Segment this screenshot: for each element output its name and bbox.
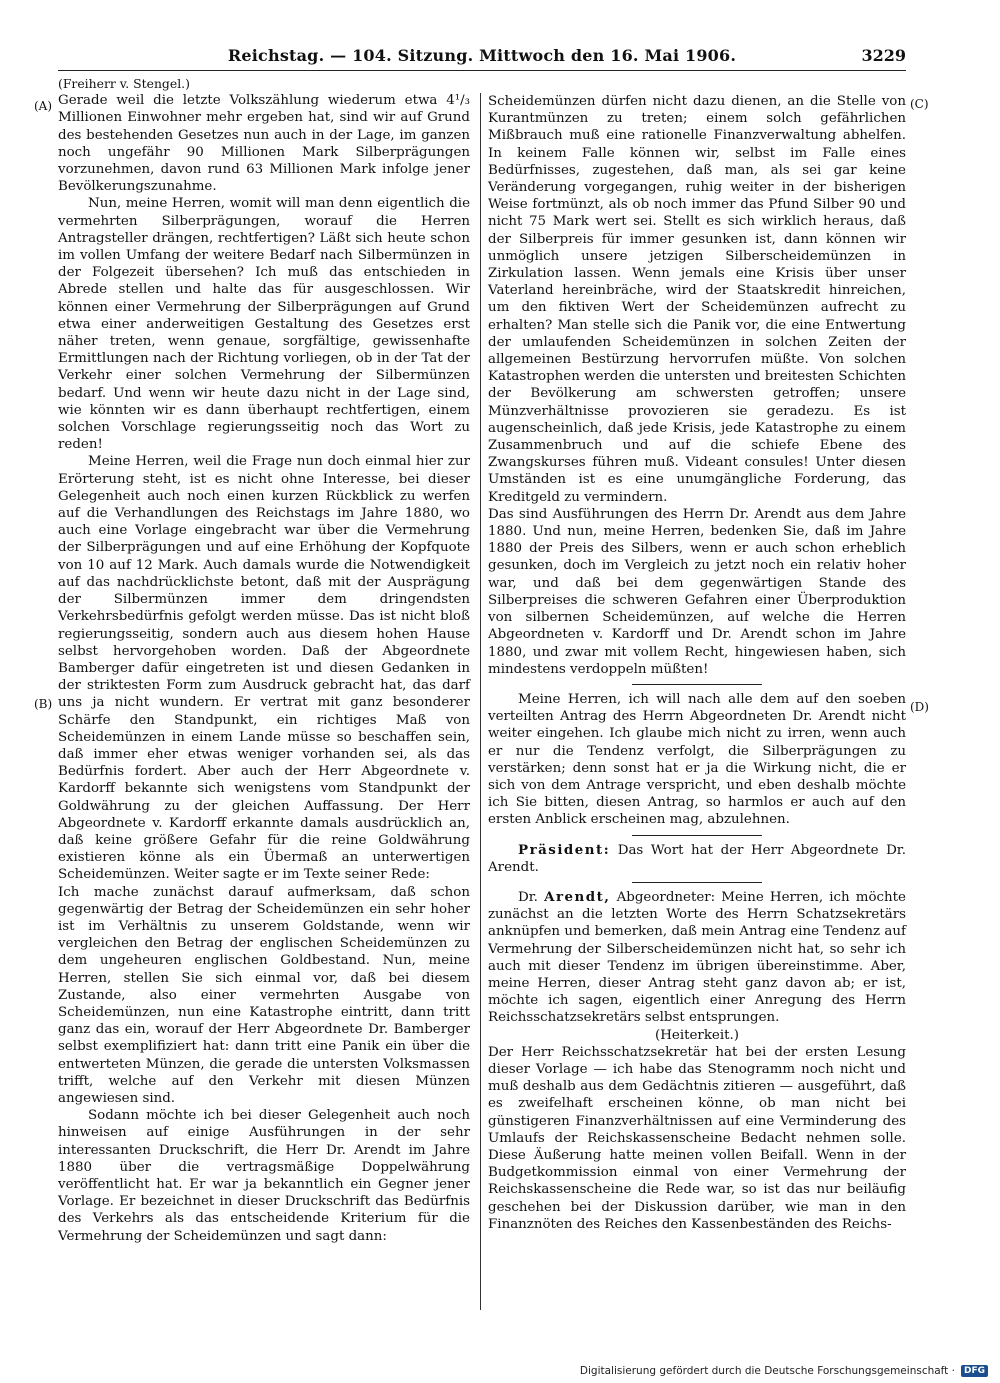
left-column	[58, 75, 470, 1245]
section-divider	[632, 882, 762, 883]
page-number: 3229	[861, 46, 906, 65]
paragraph: Nun, meine Herren, womit will man denn eigentlich die vermehrten Silberprägungen, worauf die Herren Antragsteller drängen, rechtfertigen? Läßt sich heute schon im vollen Umfang der weitere Bedarf nach Silbermünzen in der Folgezeit übersehen? Ich muß das entschieden in Abrede stellen und halte das für ausgeschlossen. Wir können einer Vermehrung der Silberprägungen auf Grund etwa einer anderweitigen Gestaltung des Gesetzes erst näher treten, wenn genaue, sorgfältige, gewissenhafte Ermittlungen nach der Richtung vorliegen, ob in der Tat der Verkehr einer solchen Vermehrung der Silbermünzen bedarf. Und wenn wir heute dazu nicht in der Lage sind, wie könnten wir es dann überhaupt rechtfertigen, einem solchen Vorschlage regierungsseitig noch das Wort zu reden!	[58, 196, 470, 453]
speaker-title: Dr.	[518, 889, 545, 905]
speaker-note: (Freiherr v. Stengel.)	[58, 76, 190, 91]
paragraph: Der Herr Reichsschatzsekretär hat bei der ersten Lesung dieser Vorlage — ich habe das Stenogramm noch nicht und muß deshalb aus dem Gedächtnis zitieren — ausgeführt, daß es zweifelhaft erscheinen könne, ob man nicht bei günstigeren Finanzverhältnissen auf eine Verminderung des Umlaufs der Reichskassenscheine Bedacht nehmen solle. Diese Äußerung hatte meinen vollen Beifall. Wenn in der Budgetkommission einmal von einer Vermehrung der Reichskassenscheine die Rede war, so ist das nur beiläufig geschehen bei der Diskussion darüber, wie man in den Finanznöten des Reiches den Kassenbeständen des Reichs-	[488, 1044, 906, 1232]
quotation: Ich mache zunächst darauf aufmerksam, daß schon gegenwärtig der Betrag der Scheidemünzen ein sehr hoher ist im Verhältnis zu unserem Goldstande, wenn wir vergleichen den Betrag der englischen Scheidemünzen zu dem ungeheuren englischen Goldbestand. Nun, meine Herren, stellen Sie sich einmal vor, daß bei diesem Zustande, also einer vermehrten Ausgabe von Scheidemünzen, nun eine Katastrophe eintritt, dann tritt ganz das ein, worauf der Herr Abgeordnete Dr. Bamberger selbst exemplifiziert hat: dann tritt eine Panik ein über die entwerteten Münzen, die gerade die untersten Volksmassen trifft, welche auf den Verkehr mit diesen Münzen angewiesen sind.	[58, 884, 470, 1106]
margin-mark-a: (A)	[34, 99, 53, 113]
page-header	[58, 44, 906, 68]
paragraph: Meine Herren, weil die Frage nun doch einmal hier zur Erörterung steht, ist es nicht ohne Interesse, bei dieser Gelegenheit auch noch einen kurzen Rückblick zu werfen auf die Verhandlungen des Reichstags im Jahre 1880, wo auch eine Vorlage eingebracht war über die Vermehrung der Silberprägungen und auf eine Erhöhung der Kopfquote von 10 auf 12 Mark. Auch damals wurde die Notwendigkeit auf das nachdrücklichste betont, daß mit der Ausprägung der Silbermünzen immer dem dringendsten Verkehrsbedürfnis gefolgt werden müsse. Das ist nicht bloß regierungsseitig, sondern auch aus diesem hohen Hause selbst hervorgehoben worden. Daß der Abgeordnete Bamberger dafür eingetreten ist und diesen Gedanken in der striktesten Form zum Ausdruck gebracht hat, das darf uns ja nicht wundern. Er vertrat mit ganz besonderer Schärfe den Standpunkt, ein richtiges Maß von Scheidemünzen in einem Lande müsse so beschaffen sein, daß immer eher etwas weniger vorhanden sei, als das Bedürfnis fordert. Aber auch der Herr Abgeordnete v. Kardorff bekannte sich wenigstens vom Standpunkt der Goldwährung zu der gleichen Auffassung. Der Herr Abgeordnete v. Kardorff erkannte damals ausdrücklich an, daß keine größere Gefahr für die reine Goldwährung existieren könne als ein Übermaß an unterwertigen Scheidemünzen. Weiter sagte er im Texte seiner Rede:	[58, 454, 470, 883]
footer	[580, 1365, 988, 1377]
margin-mark-d: (D)	[910, 700, 929, 714]
interjection: (Heiterkeit.)	[655, 1027, 739, 1043]
margin-mark-b: (B)	[34, 697, 53, 711]
right-column	[488, 93, 906, 1233]
header-rule	[58, 70, 906, 71]
quotation: Scheidemünzen dürfen nicht dazu dienen, an die Stelle von Kurantmünzen zu treten; einem solch gefährlichen Mißbrauch muß eine rationelle Finanzverwaltung abhelfen. In keinem Falle können wir, selbst im Falle eines Bedürfnisses, zugestehen, daß man, als sei gar keine Veränderung vorgegangen, ruhig weiter in der bisherigen Weise fortmünzt, als ob noch immer das Pfund Silber 90 und nicht 75 Mark wert sei. Stellt es sich wirklich heraus, daß der Silberpreis für immer gesunken ist, dann können wir unmöglich unsere jetzigen Silberscheidemünzen in Zirkulation lassen. Wenn jemals eine Krisis über unser Vaterland hereinbräche, wird der Staatskredit hinreichen, um den fiktiven Wert der Scheidemünzen aufrecht zu erhalten? Man stelle sich die Panik vor, die eine Entwertung der umlaufenden Scheidemünzen in solchen Zeiten der allgemeinen Bestürzung hervorrufen müßte. Von solchen Katastrophen werden die untersten und breitesten Schichten der Bevölkerung am schwersten getroffen; unsere Münzverhältnisse provozieren sie geradezu. Es ist augenscheinlich, daß jede Krisis, jede Katastrophe zu einem Zusammenbruch und auf die schiefe Ebene des Zwangskurses führen muß. Videant consules! Unter diesen Umständen ist es eine unumgängliche Forderung, das Kreditgeld zu vermindern.	[488, 94, 906, 505]
column-divider	[480, 93, 481, 1310]
page-title: Reichstag. — 104. Sitzung. Mittwoch den 16. Mai 1906.	[227, 46, 737, 65]
paragraph: Sodann möchte ich bei dieser Gelegenheit auch noch hinweisen auf einige Ausführungen in der sehr interessanten Druckschrift, die Herr Dr. Arendt im Jahre 1880 über die vertragsmäßige Doppelwährung veröffentlicht hat. Er war ja bekanntlich ein Gegner jener Vorlage. Er bezeichnet in dieser Druckschrift das Bedürfnis des Verkehrs als das entscheidende Kriterium für die Vermehrung der Scheidemünzen und sagt dann:	[58, 1108, 470, 1244]
footer-credit: Digitalisierung gefördert durch die Deutsche Forschungsgemeinschaft ·	[579, 1365, 955, 1377]
speech-text: Abgeordneter: Meine Herren, ich möchte zunächst an die letzten Worte des Herrn Schatzsekretärs anknüpfen und bemerken, daß mein Antrag eine Tendenz auf Vermehrung der Silberscheidemünzen nicht hat, so sehr ich auch mit dieser Tendenz im übrigen übereinstimme. Aber, meine Herren, dieser Antrag steht ganz davon ab; er ist, möchte ich sagen, eigentlich einer Anregung des Herrn Reichsschatzsekretärs selbst entsprungen.	[488, 889, 906, 1026]
paragraph: Gerade weil die letzte Volkszählung wiederum etwa 4¹/₃ Millionen Einwohner mehr ergeben hat, sind wir auf Grund des bestehenden Gesetzes nun auch in der Lage, im ganzen noch ungefähr 90 Millionen Mark Silberprägungen vorzunehmen, davon rund 63 Millionen Mark infolge jener Bevölkerungszunahme.	[58, 93, 470, 195]
margin-mark-c: (C)	[910, 97, 929, 111]
speaker-name: Präsident:	[518, 841, 611, 858]
dfg-logo: DFG	[961, 1365, 988, 1377]
speech-text: Das Wort hat der Herr Abgeordnete Dr. Arendt.	[488, 842, 906, 875]
speech-paragraph	[488, 889, 906, 1027]
section-divider	[632, 835, 762, 836]
paragraph: Das sind Ausführungen des Herrn Dr. Arendt aus dem Jahre 1880. Und nun, meine Herren, bedenken Sie, daß im Jahre 1880 der Preis des Silbers, wenn er auch schon erheblich gesunken, doch im Vergleich zu jetzt noch ein relativ hoher war, und daß bei dem gegenwärtigen Stande des Silberpreises die schweren Gefahren einer Überproduktion von silbernen Scheidemünzen, auf welche die Herren Abgeordneten v. Kardorff und Dr. Arendt schon im Jahre 1880, und zwar mit vollem Recht, hingewiesen haben, sich mindestens verdoppeln müßten!	[488, 506, 906, 677]
section-divider	[632, 684, 762, 685]
paragraph: Meine Herren, ich will nach alle dem auf den soeben verteilten Antrag des Herrn Abgeordneten Dr. Arendt nicht weiter eingehen. Ich glaube mich nicht zu irren, wenn auch er nur die Tendenz verfolgt, die Silberprägungen zu verstärken; denn sonst hat er ja die Wirkung nicht, die er sich von dem Antrage verspricht, und eben deshalb möchte ich Sie bitten, diesen Antrag, so harmlos er auch auf den ersten Anblick erscheinen mag, abzulehnen.	[488, 691, 906, 828]
speaker-name: Arendt,	[544, 888, 611, 905]
president-remark	[488, 842, 906, 876]
